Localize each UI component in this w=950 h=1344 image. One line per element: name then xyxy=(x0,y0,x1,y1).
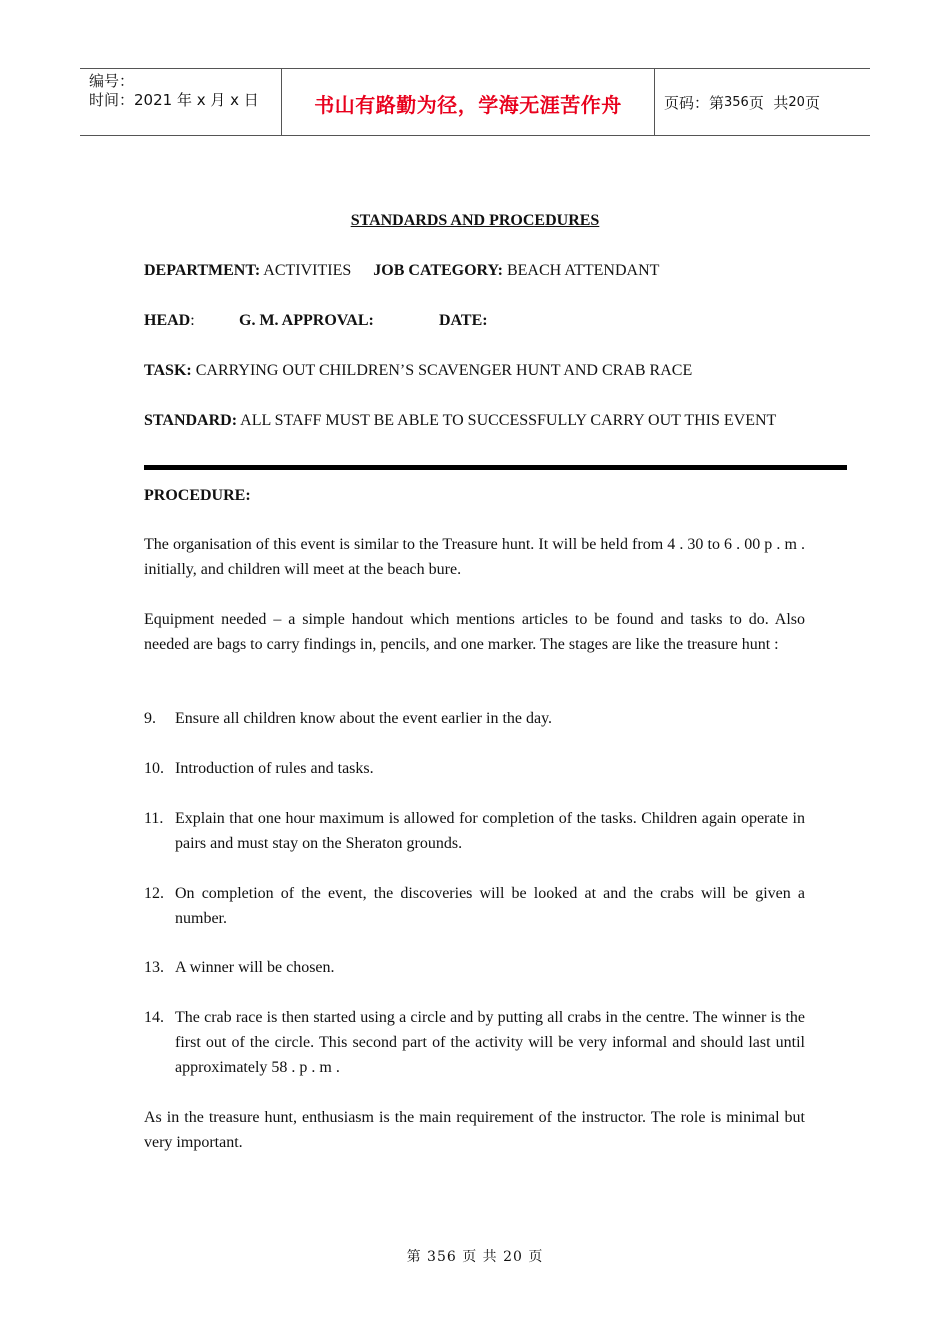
time-label: 时间：2021 年 x 月 x 日 xyxy=(89,91,259,109)
list-item-number: 12. xyxy=(144,885,164,902)
serial-label: 编号： xyxy=(89,72,135,90)
list-item-number: 10. xyxy=(144,760,164,777)
task-line xyxy=(144,358,692,383)
equipment-paragraph: Equipment needed – a simple handout which mentions articles to be found and tasks to do. Also needed are bags to carry findings in, pencils, and one marker. The stages are like the treasure hunt : xyxy=(144,611,805,653)
list-item-number: 14. xyxy=(144,1009,164,1026)
page-total: 20 xyxy=(788,95,805,110)
list-item-text: On completion of the event, the discoveries will be looked at and the crabs will be given a number. xyxy=(175,885,805,927)
list-item-number: 9. xyxy=(144,710,156,727)
job-category-label: JOB CATEGORY: xyxy=(373,262,503,279)
page-prefix: 页码：第 xyxy=(664,94,725,112)
task-value: CARRYING OUT CHILDREN’S SCAVENGER HUNT AND CRAB RACE xyxy=(191,362,693,379)
page-current: 356 xyxy=(724,95,749,110)
department-line xyxy=(144,258,659,283)
motto-text: 书山有路勤为径，学海无涯苦作舟 xyxy=(314,92,622,117)
department-value: ACTIVITIES xyxy=(260,262,352,279)
list-item xyxy=(144,806,805,856)
page-footer: 第 356 页 共 20 页 xyxy=(406,1249,544,1265)
department-label: DEPARTMENT: xyxy=(144,262,261,279)
list-item-text: The crab race is then started using a circle and by putting all crabs in the centre. The winner is the first out of the circle. This second part of the activity will be very informal and should last until approximately 58 . p . m . xyxy=(175,1009,805,1076)
standard-label: STANDARD: xyxy=(144,412,238,429)
list-item xyxy=(144,1005,805,1080)
document-title: STANDARDS AND PROCEDURES xyxy=(350,212,600,229)
procedure-label: PROCEDURE: xyxy=(144,487,251,504)
section-divider xyxy=(144,465,847,470)
page-suffix: 页 xyxy=(804,94,820,112)
gm-approval-label: G. M. APPROVAL: xyxy=(239,312,374,329)
closing-paragraph: As in the treasure hunt, enthusiasm is the main requirement of the instructor. The role is minimal but very important. xyxy=(144,1109,805,1151)
head-label: HEAD xyxy=(144,312,191,329)
job-category-value: BEACH ATTENDANT xyxy=(502,262,660,279)
procedure-heading xyxy=(144,483,251,508)
list-item xyxy=(144,955,805,980)
header-motto-cell xyxy=(281,69,655,135)
page-mid: 页 共 xyxy=(748,94,789,112)
list-item xyxy=(144,756,805,781)
date-label: DATE: xyxy=(439,312,488,329)
standard-value: ALL STAFF MUST BE ABLE TO SUCCESSFULLY CARRY OUT THIS EVENT xyxy=(237,412,777,429)
header-page-cell xyxy=(655,69,870,135)
list-item-text: Introduction of rules and tasks. xyxy=(175,760,374,777)
header-meta-cell xyxy=(80,69,281,135)
list-item-text: Explain that one hour maximum is allowed for completion of the tasks. Children again operate in pairs and must stay on the Sheraton grounds. xyxy=(175,810,805,852)
list-item xyxy=(144,881,805,931)
list-item xyxy=(144,706,805,731)
list-item-text: A winner will be chosen. xyxy=(175,959,335,976)
header-table xyxy=(80,68,870,136)
list-item-number: 13. xyxy=(144,959,164,976)
list-item-text: Ensure all children know about the event earlier in the day. xyxy=(175,710,553,727)
task-label: TASK: xyxy=(144,362,192,379)
list-item-number: 11. xyxy=(144,810,164,827)
approval-line xyxy=(144,308,488,333)
intro-paragraph: The organisation of this event is similar to the Treasure hunt. It will be held from 4 . 30 to 6 . 00 p . m . initially, and children will meet at the beach bure. xyxy=(144,536,805,578)
head-colon: : xyxy=(190,312,195,329)
standard-line xyxy=(144,408,776,433)
